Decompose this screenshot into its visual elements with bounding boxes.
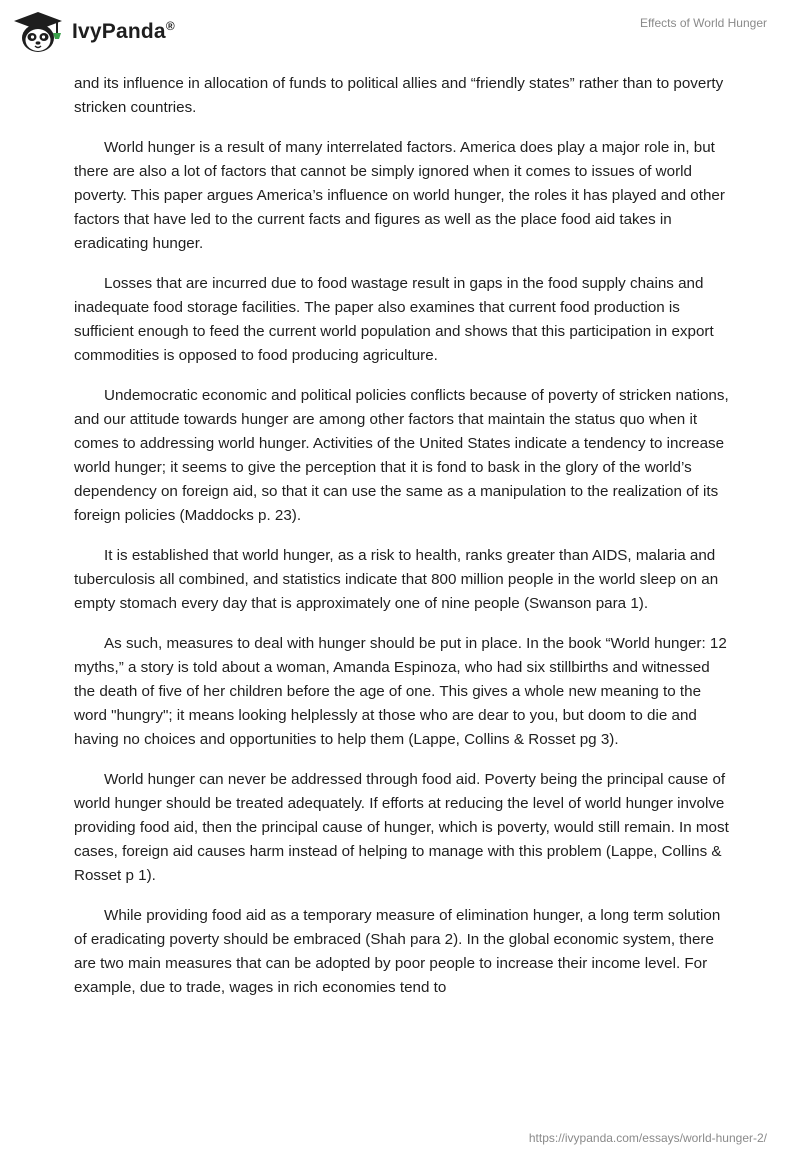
paragraph-3: Losses that are incurred due to food wastage result in gaps in the food supply chains and inadequate food storage facilities. The paper also examines that current food production is sufficient enough to feed the current world population and shows that this participation in export commodities is opposed to food producing agriculture. bbox=[74, 275, 714, 364]
panda-icon bbox=[12, 10, 64, 54]
source-url[interactable]: https://ivypanda.com/essays/world-hunger-2/ bbox=[528, 1131, 767, 1145]
page-header bbox=[0, 0, 800, 70]
paragraph-7: World hunger can never be addressed through food aid. Poverty being the principal cause of world hunger should be treated adequately. If efforts at reducing the level of world hunger involve providing food aid, then the principal cause of hunger, which is poverty, would still remain. In most cases, foreign aid causes harm instead of helping to manage with this problem (Lappe, Collins & Rosset p 1). bbox=[74, 771, 729, 884]
paragraph-4: Undemocratic economic and political policies conflicts because of poverty of stricken nations, and our attitude towards hunger are among other factors that maintain the status quo when it comes to addressing world hunger. Activities of the United States indicate a tendency to increase world hunger; it seems to give the perception that it is fond to bask in the glory of the world’s dependency on foreign aid, so that it can use the same as a manipulation to the realization of its foreign policies (Maddocks p. 23). bbox=[74, 387, 729, 524]
document-title: Effects of World Hunger bbox=[640, 16, 767, 30]
ivypanda-logo[interactable] bbox=[12, 10, 175, 54]
paragraph-1: and its influence in allocation of funds to political allies and “friendly states” rather than to poverty stricken countries. bbox=[74, 75, 724, 116]
paragraph-6: As such, measures to deal with hunger should be put in place. In the book “World hunger: 12 myths,” a story is told about a woman, Amanda Espinoza, who had six stillbirths and witnessed the death of five of her children before the age of one. This gives a whole new meaning to the word "hungry"; it means looking helplessly at those who are dear to you, but doom to die and having no choices and opportunities to help them (Lappe, Collins & Rosset pg 3). bbox=[74, 635, 727, 748]
paragraph-2: World hunger is a result of many interrelated factors. America does play a major role in, but there are also a lot of factors that cannot be simply ignored when it comes to issues of world poverty. This paper argues America’s influence on world hunger, the roles it has played and other factors that have led to the current facts and figures as well as the place food aid takes in eradicating hunger. bbox=[74, 139, 725, 252]
paragraph-5: It is established that world hunger, as a risk to health, ranks greater than AIDS, malaria and tuberculosis all combined, and statistics indicate that 800 million people in the world sleep on an empty stomach every day that is approximately one of nine people (Swanson para 1). bbox=[74, 547, 719, 612]
brand-name: IvyPanda® bbox=[72, 19, 175, 43]
essay-body bbox=[74, 72, 730, 1016]
paragraph-8: While providing food aid as a temporary measure of elimination hunger, a long term solution of eradicating poverty should be embraced (Shah para 2). In the global economic system, there are two main measures that can be adopted by poor people to increase their income level. For example, due to trade, wages in rich economies tend to bbox=[74, 907, 721, 996]
